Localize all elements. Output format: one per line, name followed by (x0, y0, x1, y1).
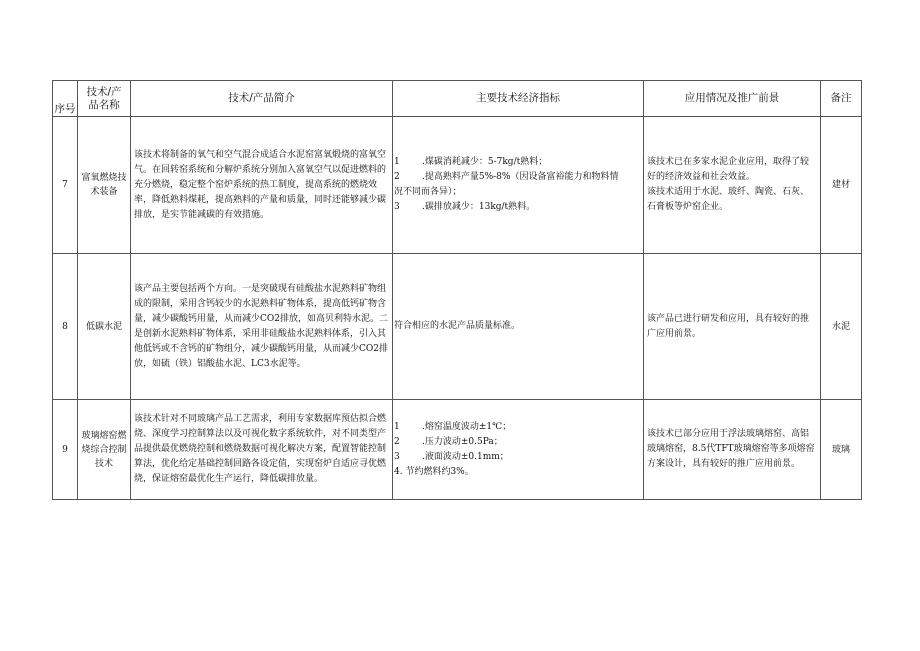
header-application: 应用情况及推广前景 (644, 81, 821, 117)
row-name: 低碳水泥 (78, 254, 131, 400)
row-intro: 该技术针对不同玻璃产品工艺需求，利用专家数据库预估拟合燃烧、深度学习控制算法以及可视化数字系统软件，对不同类型产品提供最优燃烧控制和燃烧数据可视化解决方案，配置智能控制算法，优化给定基础控制回路各设定值，实现窑炉自适应寻优燃烧，保证熔窑最优化生产运行，降低碳排放量。 (131, 400, 393, 500)
header-no: 序号 (53, 81, 78, 117)
row-application (644, 400, 821, 500)
application-line: 该技术已部分应用于浮法玻璃熔窑、高铝玻璃熔窑，8.5代TFT玻璃熔窑等多项熔窑方案设计，具有较好的推广应用前景。 (647, 429, 815, 469)
row-intro: 该产品主要包括两个方向。一是突破现有硅酸盐水泥熟料矿物组成的限制，采用含钙较少的水泥熟料矿物体系，提高低钙矿物含量，减少碳酸钙用量，从而减少CO2排放，如高贝利特水泥。二是创新水泥熟料矿物体系，采用非硅酸盐水泥熟料体系，引入其他低钙或不含钙的矿物组分，减少碳酸钙用量，从而减少CO2排放，如硫（铁）铝酸盐水泥、LC3水泥等。 (131, 254, 393, 400)
header-intro: 技术/产品简介 (131, 81, 393, 117)
indicator-line: 符合相应的水泥产品质量标准。 (394, 321, 521, 331)
row-application (644, 254, 821, 400)
indicator-line: 1 .熔窑温度波动±1℃； (394, 421, 512, 432)
table-row (53, 400, 862, 500)
indicator-line: 2 .提高熟料产量5%-8%（因设备富裕能力和物料情 (394, 172, 619, 182)
row-no: 9 (53, 400, 78, 500)
indicator-line: 4. 节约燃料约3%。 (394, 466, 474, 477)
technology-table (52, 80, 862, 500)
row-application (644, 117, 821, 254)
row-no: 8 (53, 254, 78, 400)
indicator-line: 3 .液面波动±0.1mm； (394, 451, 509, 462)
indicator-line: 2 .压力波动±0.5Pa； (394, 436, 503, 447)
header-name: 技术/产品名称 (78, 81, 131, 117)
application-line: 该产品已进行研发和应用，具有较好的推广应用前景。 (647, 313, 810, 339)
row-remark: 建材 (821, 117, 862, 254)
row-indicators (393, 117, 644, 254)
row-intro: 该技术将制备的氧气和空气混合成适合水泥窑富氧煅烧的富氧空气。在回转窑系统和分解炉系统分别加入富氧空气以促进燃料的充分燃烧，稳定整个窑炉系统的热工制度，提高系统的燃烧效率，降低熟料煤耗，提高熟料的产量和质量，同时还能够减少碳排放，是实节能减碳的有效措施。 (131, 117, 393, 254)
row-remark: 水泥 (821, 254, 862, 400)
indicator-line: 3 .碳排放减少：13kg/t熟料。 (394, 202, 536, 212)
application-line: 该技术已在多家水泥企业应用，取得了较好的经济效益和社会效益。 (647, 157, 810, 182)
indicator-line: 况不同而各异）； (394, 187, 462, 197)
indicator-line: 1 .煤碳消耗减少：5-7kg/t熟料； (394, 157, 548, 167)
row-name: 玻璃熔窑燃烧综合控制技术 (78, 400, 131, 500)
header-indicators: 主要技术经济指标 (393, 81, 644, 117)
row-name: 富氧燃烧技术装备 (78, 117, 131, 254)
header-remark: 备注 (821, 81, 862, 117)
table-row (53, 254, 862, 400)
row-indicators (393, 254, 644, 400)
row-indicators (393, 400, 644, 500)
row-no: 7 (53, 117, 78, 254)
table-row (53, 117, 862, 254)
application-line: 该技术适用于水泥、玻纤、陶瓷、石灰、石膏板等炉窑企业。 (647, 187, 810, 212)
row-remark: 玻璃 (821, 400, 862, 500)
header-row (53, 81, 862, 117)
